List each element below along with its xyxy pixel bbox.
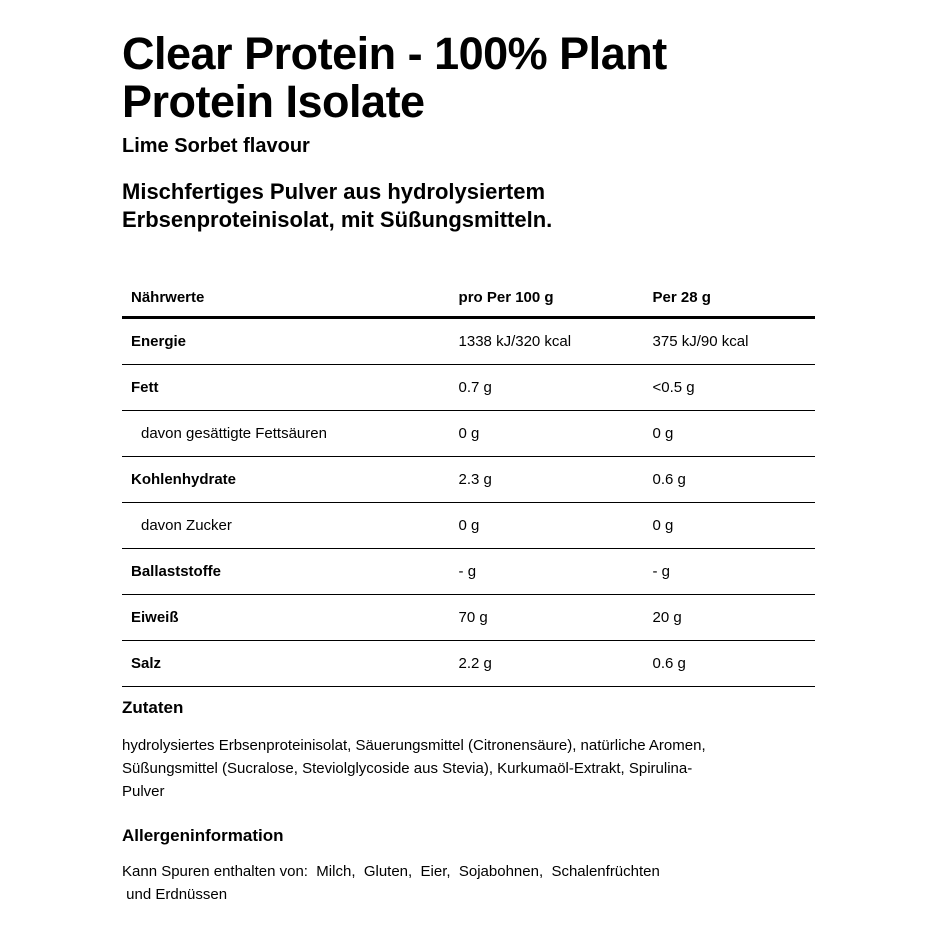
row-value-per-100g: 2.3 g xyxy=(458,471,492,488)
product-info xyxy=(122,28,822,903)
product-flavour: Lime Sorbet flavour xyxy=(122,135,310,157)
product-title-line1: Clear Protein - 100% Plant xyxy=(122,28,667,79)
header-per-100g: pro Per 100 g xyxy=(458,288,554,306)
allergens-text xyxy=(122,860,822,906)
row-label: davon Zucker xyxy=(141,517,232,534)
table-row xyxy=(122,503,815,549)
row-value-per-100g: 0 g xyxy=(458,517,480,534)
row-value-per-28g: - g xyxy=(652,563,671,580)
header-per-28g: Per 28 g xyxy=(652,288,711,306)
row-value-per-100g: - g xyxy=(458,563,477,580)
allergens-line1: Kann Spuren enthalten von: Milch, Gluten, Eier, Sojabohnen, Schalenfrüchten xyxy=(122,863,660,880)
row-value-per-28g: 375 kJ/90 kcal xyxy=(652,333,749,350)
row-label: Salz xyxy=(131,655,162,672)
ingredients-heading: Zutaten xyxy=(122,698,184,717)
row-value-per-100g: 70 g xyxy=(458,609,488,626)
row-label: Kohlenhydrate xyxy=(131,471,237,488)
table-row xyxy=(122,549,815,595)
product-title-line2: Protein Isolate xyxy=(122,76,425,127)
product-title xyxy=(122,30,822,126)
row-label: Ballaststoffe xyxy=(131,563,222,580)
row-value-per-100g: 0 g xyxy=(458,425,480,442)
row-label: davon gesättigte Fettsäuren xyxy=(141,425,327,442)
table-row xyxy=(122,641,815,687)
row-value-per-28g: <0.5 g xyxy=(652,379,695,396)
row-value-per-100g: 1338 kJ/320 kcal xyxy=(458,333,572,350)
row-label: Energie xyxy=(131,333,187,350)
table-row xyxy=(122,411,815,457)
row-value-per-28g: 0 g xyxy=(652,425,674,442)
description-line2: Erbsenproteinisolat, mit Süßungsmitteln. xyxy=(122,207,553,232)
row-value-per-100g: 2.2 g xyxy=(458,655,492,672)
allergens-heading: Allergeninformation xyxy=(122,826,284,845)
row-value-per-100g: 0.7 g xyxy=(458,379,492,396)
header-nutrients: Nährwerte xyxy=(131,288,205,306)
ingredients-line1: hydrolysiertes Erbsenproteinisolat, Säuerungsmittel (Citronensäure), natürliche Aromen, xyxy=(122,737,706,754)
row-value-per-28g: 0.6 g xyxy=(652,471,686,488)
row-value-per-28g: 20 g xyxy=(652,609,682,626)
row-value-per-28g: 0 g xyxy=(652,517,674,534)
row-label: Eiweiß xyxy=(131,609,179,626)
row-label: Fett xyxy=(131,379,159,396)
nutrition-table xyxy=(122,278,815,687)
ingredients-line2: Süßungsmittel (Sucralose, Steviolglycoside aus Stevia), Kurkumaöl-Extrakt, Spirulina- xyxy=(122,760,693,777)
table-row xyxy=(122,318,815,365)
product-description xyxy=(122,178,682,234)
row-value-per-28g: 0.6 g xyxy=(652,655,686,672)
table-row xyxy=(122,457,815,503)
description-line1: Mischfertiges Pulver aus hydrolysiertem xyxy=(122,179,546,204)
table-row xyxy=(122,595,815,641)
allergens-line2: und Erdnüssen xyxy=(122,886,228,903)
ingredients-line3: Pulver xyxy=(122,783,165,800)
nutrition-header-row xyxy=(122,278,815,318)
ingredients-text xyxy=(122,734,822,803)
table-row xyxy=(122,365,815,411)
